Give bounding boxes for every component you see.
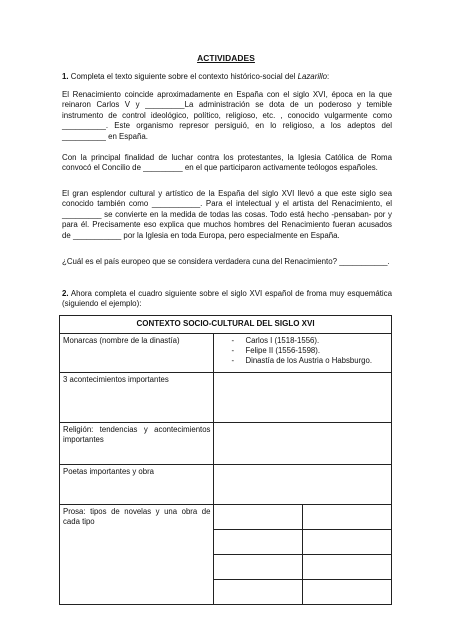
answer-cell-acontecimientos[interactable]: [214, 373, 392, 423]
paragraph-renacimiento: El Renacimiento coincide aproximadamente en España con el siglo XVI, época en la que reinaron Carlos V y _________La administración se dota de un poderoso y temible instrumento de control ideológico, político, religioso, etc. , conocido vulgarmente como __________. Este organismo represor persiguió, en lo religioso, a los adeptos del __________ en España.: [62, 90, 392, 141]
row-label-monarcas: Monarcas (nombre de la dinastía): [60, 334, 214, 373]
monarca-item: - Felipe II (1556-1598).: [217, 346, 388, 356]
row-content-monarcas: [214, 334, 392, 373]
question-2-prompt: [62, 289, 392, 310]
table-row-prosa: [60, 505, 392, 530]
answer-cell-prosa-tipo[interactable]: [214, 505, 303, 530]
table-header: CONTEXTO SOCIO-CULTURAL DEL SIGLO XVI: [60, 316, 392, 334]
answer-cell-prosa-obra[interactable]: [303, 505, 392, 530]
table-row-poetas: [60, 465, 392, 505]
monarca-item: - Dinastía de los Austria o Habsburgo.: [217, 356, 388, 366]
question-2-number: 2.: [62, 289, 69, 298]
answer-cell-prosa-tipo[interactable]: [214, 530, 303, 555]
monarca-item: - Carlos I (1518-1556).: [217, 336, 388, 346]
paragraph-esplendor: El gran esplendor cultural y artístico de la España del siglo XVI llevó a que este siglo sea conocido también como ___________. Para el intelectual y el artista del Renacimiento, el _________ se convierte en la medida de todas las cosas. Todo está hecho -pensaban- por y para él. Precisamente eso explica que muchos hombres del Renacimiento fueran acusados de ___________ por la Iglesia en toda Europa, pero especialmente en España.: [62, 189, 392, 240]
question-1-number: 1.: [62, 72, 69, 81]
answer-cell-prosa-tipo[interactable]: [214, 555, 303, 580]
row-label-acontecimientos: 3 acontecimientos importantes: [60, 373, 214, 423]
row-label-religion: Religión: tendencias y acontecimientos importantes: [60, 423, 214, 465]
answer-cell-prosa-obra[interactable]: [303, 530, 392, 555]
question-1-colon: :: [326, 72, 330, 81]
answer-cell-poetas[interactable]: [214, 465, 392, 505]
context-table: [59, 315, 392, 605]
answer-cell-prosa-obra[interactable]: [303, 580, 392, 605]
row-label-poetas: Poetas importantes y obra: [60, 465, 214, 505]
question-1-text: Completa el texto siguiente sobre el contexto histórico-social del: [70, 72, 296, 81]
answer-cell-religion[interactable]: [214, 423, 392, 465]
paragraph-cuna: ¿Cuál es el país europeo que se considera verdadera cuna del Renacimiento? ___________.: [62, 257, 390, 266]
table-row-acontecimientos: [60, 373, 392, 423]
question-2-text: Ahora completa el cuadro siguiente sobre el siglo XVI español de froma muy esquemática (siguiendo el ejemplo):: [62, 289, 392, 309]
answer-cell-prosa-obra[interactable]: [303, 555, 392, 580]
question-1-prompt: [62, 72, 392, 82]
row-label-prosa: Prosa: tipos de novelas y una obra de cada tipo: [60, 505, 214, 605]
table-row-monarcas: [60, 334, 392, 373]
paragraph-concilio: Con la principal finalidad de luchar contra los protestantes, la Iglesia Católica de Roma convocó el Concilio de _________ en el que participaron activamente teólogos españoles.: [62, 153, 392, 173]
answer-cell-prosa-tipo[interactable]: [214, 580, 303, 605]
page-title: ACTIVIDADES: [197, 53, 255, 63]
table-row-religion: [60, 423, 392, 465]
question-1-work-title: Lazarillo: [297, 72, 327, 81]
